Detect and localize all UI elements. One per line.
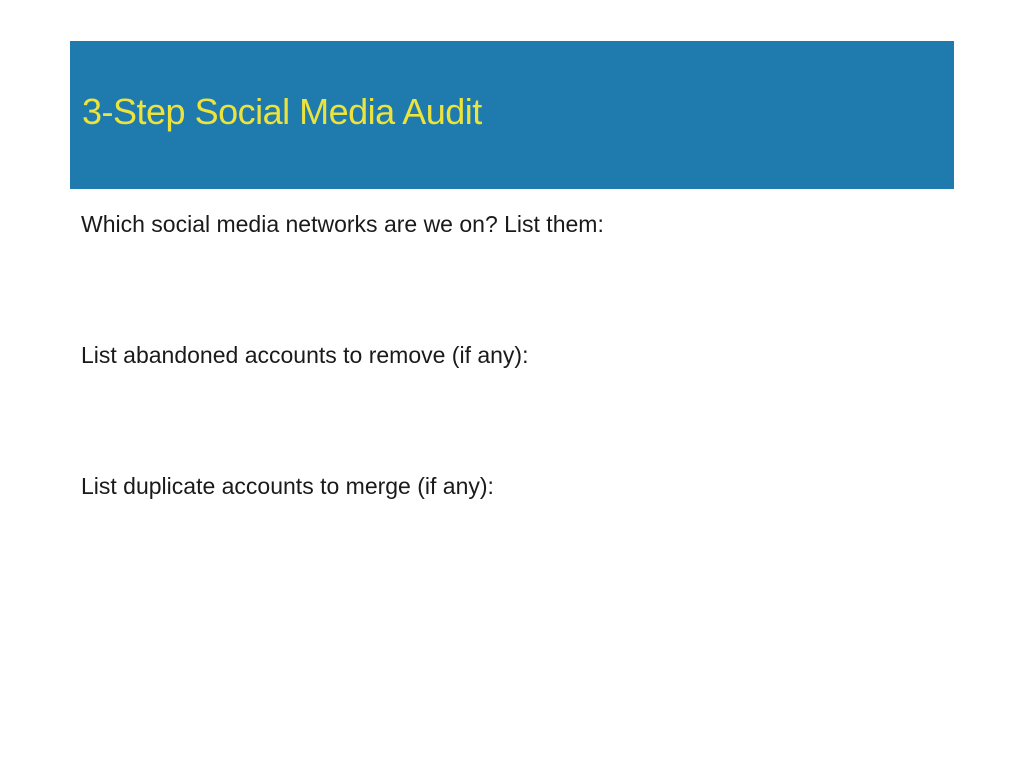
prompt-duplicate-accounts: List duplicate accounts to merge (if any):: [81, 473, 494, 499]
title-bar: [70, 41, 954, 189]
prompt-abandoned-accounts: List abandoned accounts to remove (if any):: [81, 342, 529, 368]
prompt-networks: Which social media networks are we on? List them:: [81, 211, 604, 237]
slide-title: 3-Step Social Media Audit: [82, 91, 482, 132]
